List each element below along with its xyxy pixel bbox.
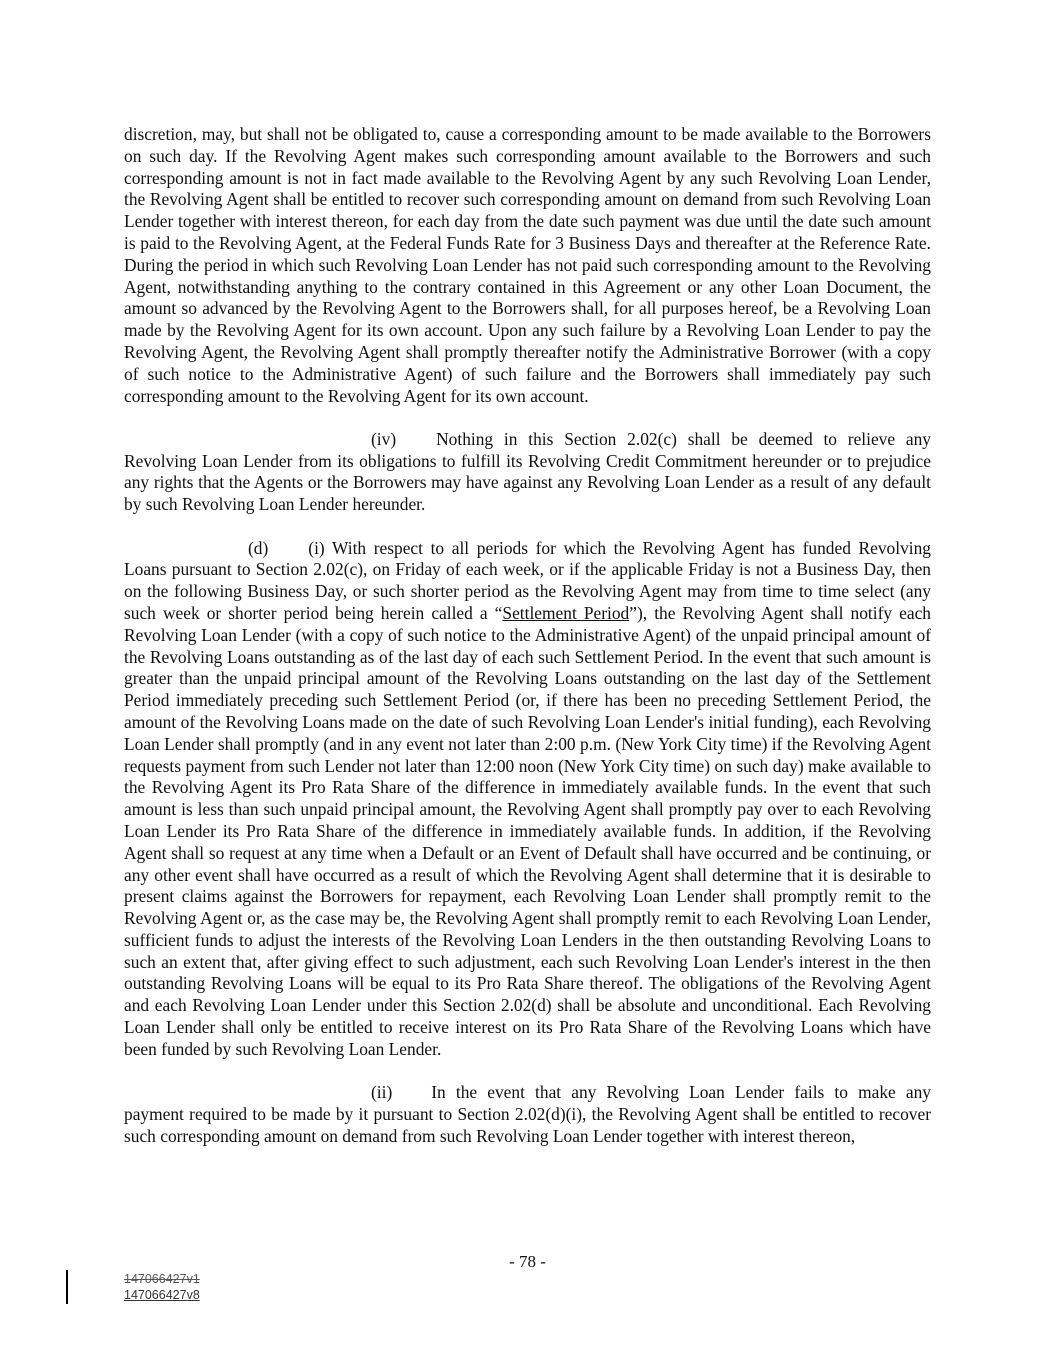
paragraph-d xyxy=(124,538,931,1061)
defined-term-settlement-period: Settlement Period xyxy=(502,602,630,623)
document-body xyxy=(124,124,931,1148)
document-ids xyxy=(124,1271,200,1303)
paragraph-text: discretion, may, but shall not be obligated to, cause a corresponding amount to be made available to the Borrowers on such day. If the Revolving Agent makes such corresponding amount available to the Borrowers and such corresponding amount is not in fact made available to the Revolving Agent by any such Revolving Loan Lender, the Revolving Agent shall be entitled to recover such corresponding amount on demand from such Revolving Loan Lender together with interest thereon, for each day from the date such payment was due until the date such amount is paid to the Revolving Agent, at the Federal Funds Rate for 3 Business Days and thereafter at the Reference Rate. During the period in which such Revolving Loan Lender has not paid such corresponding amount to the Revolving Agent, notwithstanding anything to the contrary contained in this Agreement or any other Loan Document, the amount so advanced by the Revolving Agent to the Borrowers shall, for all purposes hereof, be a Revolving Loan made by the Revolving Agent for its own account. Upon any such failure by a Revolving Loan Lender to pay the Revolving Agent, the Revolving Agent shall promptly thereafter notify the Administrative Borrower (with a copy of such notice to the Administrative Agent) of such failure and the Borrowers shall immediately pay such corresponding amount to the Revolving Agent for its own account. xyxy=(124,124,931,406)
paragraph-continuation xyxy=(124,124,931,407)
paragraph-d-text-a: (i) With respect to all periods for which the Revolving Agent has funded Revolving Loans pursuant to Section 2.02(c), on Friday of each week, or if the applicable Friday is not a Business Day, then on the following Business Day, or such shorter period as the Revolving Agent may from time to time select (any such week or shorter period being herein called a “ xyxy=(124,537,931,623)
clause-label-ii: (ii) xyxy=(371,1082,393,1103)
paragraph-ii-text: In the event that any Revolving Loan Lender fails to make any payment required to be made by it pursuant to Section 2.02(d)(i), the Revolving Agent shall be entitled to recover such corresponding amount on demand from such Revolving Loan Lender together with interest thereon, xyxy=(124,1082,931,1146)
clause-label-iv: (iv) xyxy=(371,428,397,449)
clause-label-d: (d) xyxy=(248,537,269,558)
doc-id-old: 147066427v1 xyxy=(124,1272,200,1286)
change-bar xyxy=(66,1270,68,1304)
paragraph-iv-text: Nothing in this Section 2.02(c) shall be deemed to relieve any Revolving Loan Lender from its obligations to fulfill its Revolving Credit Commitment hereunder or to prejudice any rights that the Agents or the Borrowers may have against any Revolving Loan Lender as a result of any default by such Revolving Loan Lender hereunder. xyxy=(124,428,931,515)
page-number: - 78 - xyxy=(509,1252,546,1271)
doc-id-new: 147066427v8 xyxy=(124,1288,200,1302)
paragraph-iv xyxy=(124,429,931,516)
paragraph-ii xyxy=(124,1082,931,1147)
paragraph-d-text-b: ”), the Revolving Agent shall notify each Revolving Loan Lender (with a copy of such notice to the Administrative Agent) of the unpaid principal amount of the Revolving Loans outstanding as of the last day of each such Settlement Period. In the event that such amount is greater than the unpaid principal amount of the Revolving Loans outstanding on the last day of the Settlement Period immediately preceding such Settlement Period (or, if there has been no preceding Settlement Period, the amount of the Revolving Loans made on the date of such Revolving Loan Lender's initial funding), each Revolving Loan Lender shall promptly (and in any event not later than 2:00 p.m. (New York City time) if the Revolving Agent requests payment from such Lender not later than 12:00 noon (New York City time) on such day) make available to the Revolving Agent its Pro Rata Share of the difference in immediately available funds. In the event that such amount is less than such unpaid principal amount, the Revolving Agent shall promptly pay over to each Revolving Loan Lender its Pro Rata Share of the difference in immediately available funds. In addition, if the Revolving Agent shall so request at any time when a Default or an Event of Default shall have occurred and be continuing, or any other event shall have occurred as a result of which the Revolving Agent shall determine that it is desirable to present claims against the Borrowers for repayment, each Revolving Loan Lender shall promptly remit to the Revolving Agent or, as the case may be, the Revolving Agent shall promptly remit to each Revolving Loan Lender, sufficient funds to adjust the interests of the Revolving Loan Lenders in the then outstanding Revolving Loans to such an extent that, after giving effect to such adjustment, each such Revolving Loan Lender's interest in the then outstanding Revolving Loans will be equal to its Pro Rata Share thereof. The obligations of the Revolving Agent and each Revolving Loan Lender under this Section 2.02(d) shall be absolute and unconditional. Each Revolving Loan Lender shall only be entitled to receive interest on its Pro Rata Share of the Revolving Loans which have been funded by such Revolving Loan Lender. xyxy=(124,602,931,1059)
